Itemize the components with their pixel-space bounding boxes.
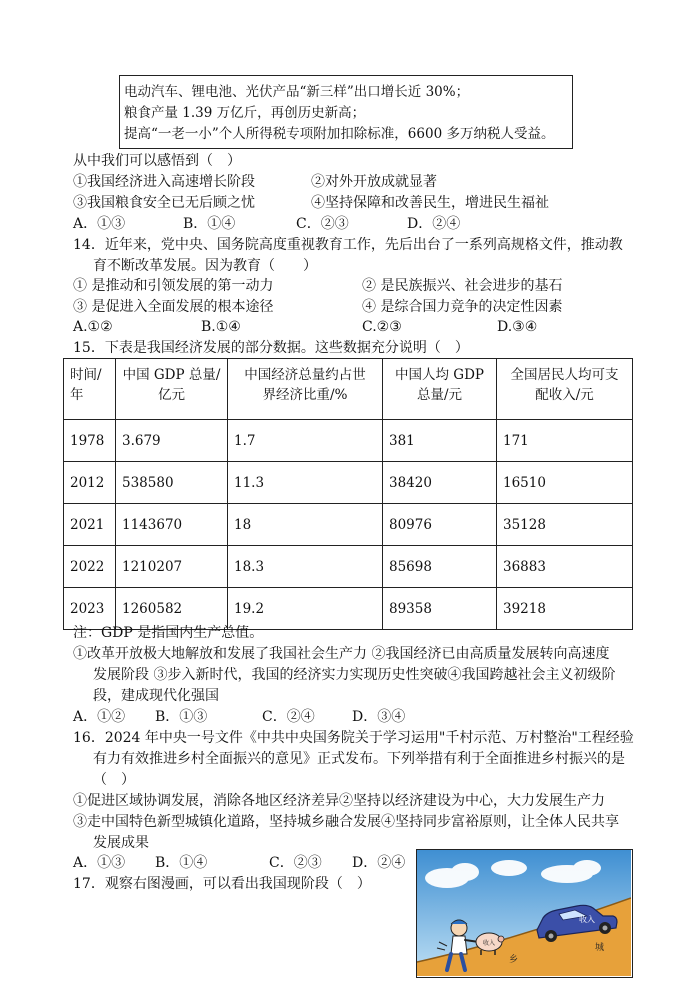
table-cell: 38420 <box>383 462 497 504</box>
table-header-cell: 中国 GDP 总量/ 亿元 <box>116 359 228 420</box>
table-row <box>64 420 633 462</box>
q15-line-2: 发展阶段 ③步入新时代，我国的经济实力实现历史性突破④我国跨越社会主义初级阶 <box>93 667 616 683</box>
table-cell: 18 <box>228 504 383 546</box>
table-row <box>64 462 633 504</box>
q16-line-2: ③走中国特色新型城镇化道路，坚持城乡融合发展④坚持同步富裕原则，让全体人民共享 <box>73 814 619 830</box>
table-cell: 538580 <box>116 462 228 504</box>
q15-answer-b: B．①③ <box>155 709 208 725</box>
table-cell: 2021 <box>64 504 116 546</box>
q16-stem-line-1: 16．2024 年中央一号文件《中共中央国务院关于学习运用"千村示范、万村整治"工程经验 <box>73 730 634 746</box>
table-cell: 1.7 <box>228 420 383 462</box>
q15-answer-a: A．①② <box>73 709 126 725</box>
village-label: 乡 <box>509 955 519 965</box>
table-cell: 3.679 <box>116 420 228 462</box>
table-cell: 39218 <box>497 588 633 630</box>
table-cell: 2023 <box>64 588 116 630</box>
table-cell: 35128 <box>497 504 633 546</box>
q14-answer-b: B.①④ <box>201 319 241 335</box>
table-row <box>64 546 633 588</box>
material-line-1: 电动汽车、锂电池、光伏产品“新三样”出口增长近 30%； <box>124 84 470 100</box>
table-cell: 80976 <box>383 504 497 546</box>
table-cell: 1978 <box>64 420 116 462</box>
economic-data-table <box>63 358 633 630</box>
q15-answer-d: D．③④ <box>352 709 406 725</box>
q13-answer-c: C．②③ <box>296 216 349 232</box>
table-cell: 18.3 <box>228 546 383 588</box>
q14-option-2: ② 是民族振兴、社会进步的基石 <box>362 278 563 294</box>
q16-stem-line-2: 有力有效推进乡村全面振兴的意见》正式发布。下列举措有利于全面推进乡村振兴的是 <box>93 751 625 767</box>
q15-line-3: 段，建成现代化强国 <box>93 688 219 704</box>
material-box <box>119 75 573 149</box>
q13-answer-a: A．①③ <box>73 216 126 232</box>
table-header-cell: 中国人均 GDP 总量/元 <box>383 359 497 420</box>
table-header-row <box>64 359 633 420</box>
piggy-label: 收入 <box>482 940 496 947</box>
material-line-2: 粮食产量 1.39 万亿斤，再创历史新高； <box>124 105 366 121</box>
table-cell: 16510 <box>497 462 633 504</box>
q17-stem: 17．观察右图漫画，可以看出我国现阶段（ ） <box>73 876 371 892</box>
table-header-cell: 全国居民人均可支 配收入/元 <box>497 359 633 420</box>
q13-option-4: ④坚持保障和改善民生，增进民生福祉 <box>311 195 549 211</box>
q16-answer-a: A．①③ <box>73 855 126 871</box>
q15-answer-c: C．②④ <box>262 709 315 725</box>
table-cell: 2012 <box>64 462 116 504</box>
city-label: 城 <box>595 943 605 953</box>
q13-answer-d: D．②④ <box>407 216 461 232</box>
q16-line-1: ①促进区域协调发展，消除各地区经济差异②坚持以经济建设为中心，大力发展生产力 <box>73 793 605 809</box>
table-cell: 36883 <box>497 546 633 588</box>
table-cell: 2022 <box>64 546 116 588</box>
q16-line-3: 发展成果 <box>93 835 149 851</box>
table-cell: 1260582 <box>116 588 228 630</box>
material-line-3: 提高“一老一小”个人所得税专项附加扣除标准，6600 多万纳税人受益。 <box>124 126 555 142</box>
q13-option-1: ①我国经济进入高速增长阶段 <box>73 174 255 190</box>
q13-option-3: ③我国粮食安全已无后顾之忧 <box>73 195 255 211</box>
q14-stem-line-1: 14．近年来，党中央、国务院高度重视教育工作，先后出台了一系列高规格文件，推动教 <box>73 237 623 253</box>
table-header-cell: 中国经济总量约占世 界经济比重/% <box>228 359 383 420</box>
q14-option-3: ③ 是促进入全面发展的根本途径 <box>73 299 274 315</box>
q14-option-1: ① 是推动和引领发展的第一动力 <box>73 278 274 294</box>
table-cell: 85698 <box>383 546 497 588</box>
table-cell: 381 <box>383 420 497 462</box>
q15-stem: 15．下表是我国经济发展的部分数据。这些数据充分说明（ ） <box>73 340 469 356</box>
q16-answer-b: B．①④ <box>155 855 208 871</box>
q13-answer-b: B．①④ <box>183 216 236 232</box>
table-cell: 171 <box>497 420 633 462</box>
q14-stem-line-2: 育不断改革发展。因为教育（ ） <box>93 258 317 274</box>
table-cell: 1210207 <box>116 546 228 588</box>
q15-line-1: ①改革开放极大地解放和发展了我国社会生产力 ②我国经济已由高质量发展转向高速度 <box>73 646 610 662</box>
q13-stem: 从中我们可以感悟到（ ） <box>73 153 241 169</box>
car-label: 收入 <box>579 915 595 924</box>
cartoon-svg <box>417 850 631 976</box>
q13-option-2: ②对外开放成就显著 <box>311 174 437 190</box>
table-header-cell: 时间/ 年 <box>64 359 116 420</box>
q16-answer-c: C．②③ <box>269 855 322 871</box>
q14-option-4: ④ 是综合国力竞争的决定性因素 <box>362 299 563 315</box>
q14-answer-d: D.③④ <box>497 319 538 335</box>
table-cell: 19.2 <box>228 588 383 630</box>
table-cell: 1143670 <box>116 504 228 546</box>
table-cell: 11.3 <box>228 462 383 504</box>
cartoon-illustration <box>416 849 633 978</box>
q14-answer-a: A.①② <box>73 319 113 335</box>
q16-answer-d: D．②④ <box>352 855 406 871</box>
q14-answer-c: C.②③ <box>362 319 402 335</box>
table-cell: 89358 <box>383 588 497 630</box>
q15-note: 注：GDP 是指国内生产总值。 <box>73 625 264 641</box>
table-row <box>64 504 633 546</box>
q16-stem-line-3: （ ） <box>93 772 135 788</box>
